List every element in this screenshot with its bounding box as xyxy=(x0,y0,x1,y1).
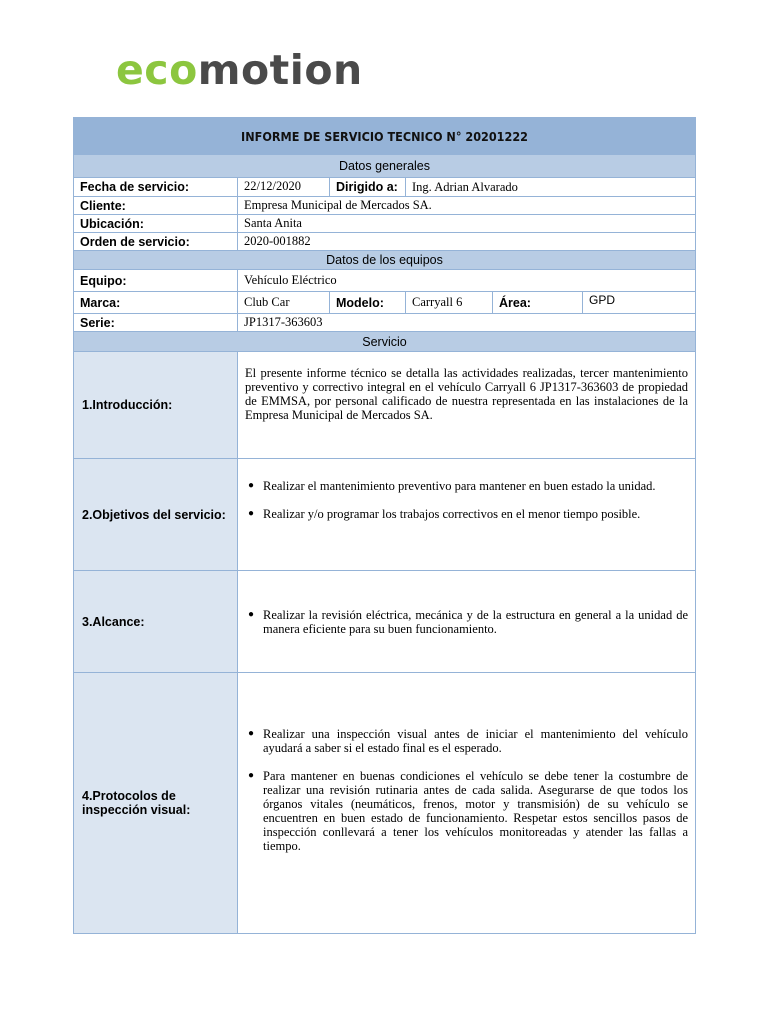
protocolos-list xyxy=(245,727,688,853)
objetivos-label: 2.Objetivos del servicio: xyxy=(74,459,238,571)
equipo-label: Equipo: xyxy=(74,270,238,292)
serie-value: JP1317-363603 xyxy=(238,314,696,332)
marca-label: Marca: xyxy=(74,292,238,314)
protocolos-body xyxy=(238,673,696,934)
alcance-body xyxy=(238,571,696,673)
objetivos-item-2-text: Realizar y/o programar los trabajos correctivos en el menor tiempo posible. xyxy=(263,507,641,521)
alcance-list xyxy=(245,608,688,636)
bullet-icon: ● xyxy=(248,508,255,519)
ubicacion-value: Santa Anita xyxy=(238,215,696,233)
section-equipment-header: Datos de los equipos xyxy=(74,251,696,270)
alcance-label: 3.Alcance: xyxy=(74,571,238,673)
bullet-icon: ● xyxy=(248,480,255,491)
fecha-value: 22/12/2020 xyxy=(238,178,330,197)
logo-eco: eco xyxy=(116,46,198,94)
bullet-icon: ● xyxy=(248,770,255,781)
protocolos-item-2-text: Para mantener en buenas condiciones el vehículo se debe tener la costumbre de realizar una revisión rutinaria antes de cada salida. Asegurarse de que todos los órganos vitales (neumáticos, frenos, motor y transmisión) de su vehículo se encuentren en buen estado de funcionamiento. Respetar estos sencillos pasos de inspección conllevará a tener los vehículos monitoreadas y atender las fallas a tiempo. xyxy=(263,769,689,853)
section-service-header: Servicio xyxy=(74,332,696,352)
objetivos-list xyxy=(245,479,688,521)
logo-motion: motion xyxy=(197,46,363,94)
protocolos-item-1-text: Realizar una inspección visual antes de iniciar el mantenimiento del vehículo ayudará a saber si el estado final es el esperado. xyxy=(263,727,689,755)
alcance-item-1 xyxy=(245,608,688,636)
objetivos-item-1-text: Realizar el mantenimiento preventivo para mantener en buen estado la unidad. xyxy=(263,479,656,493)
protocolos-label: 4.Protocolos de inspección visual: xyxy=(74,673,238,934)
introduccion-label: 1.Introducción: xyxy=(74,352,238,459)
alcance-item-1-text: Realizar la revisión eléctrica, mecánica y de la estructura en general a la unidad de manera eficiente para su buen funcionamiento. xyxy=(263,608,689,636)
objetivos-item-2 xyxy=(245,507,688,521)
modelo-label: Modelo: xyxy=(330,292,406,314)
area-value: GPD xyxy=(583,292,696,314)
equipo-value: Vehículo Eléctrico xyxy=(238,270,696,292)
protocolos-item-1 xyxy=(245,727,688,755)
section-general-header: Datos generales xyxy=(74,155,696,178)
serie-label: Serie: xyxy=(74,314,238,332)
area-label: Área: xyxy=(493,292,583,314)
ubicacion-label: Ubicación: xyxy=(74,215,238,233)
bullet-icon: ● xyxy=(248,609,255,620)
objetivos-item-1 xyxy=(245,479,688,493)
cliente-value: Empresa Municipal de Mercados SA. xyxy=(238,197,696,215)
cliente-label: Cliente: xyxy=(74,197,238,215)
introduccion-text: El presente informe técnico se detalla las actividades realizadas, tercer mantenimiento preventivo y correctivo integral en el vehículo Carryall 6 JP1317-363603 de propiedad de EMMSA, por personal calificado de nuestra representada en las instalaciones de la Empresa Municipal de Mercados SA. xyxy=(245,366,689,422)
dirigido-label: Dirigido a: xyxy=(330,178,406,197)
report-title: INFORME DE SERVICIO TECNICO N° 20201222 xyxy=(74,118,696,155)
service-report-table xyxy=(73,117,696,934)
orden-value: 2020-001882 xyxy=(238,233,696,251)
dirigido-value: Ing. Adrian Alvarado xyxy=(406,178,696,197)
fecha-label: Fecha de servicio: xyxy=(74,178,238,197)
objetivos-body xyxy=(238,459,696,571)
marca-value: Club Car xyxy=(238,292,330,314)
ecomotion-logo xyxy=(116,46,363,94)
orden-label: Orden de servicio: xyxy=(74,233,238,251)
introduccion-body xyxy=(238,352,696,459)
modelo-value: Carryall 6 xyxy=(406,292,493,314)
protocolos-item-2 xyxy=(245,769,688,853)
bullet-icon: ● xyxy=(248,728,255,739)
